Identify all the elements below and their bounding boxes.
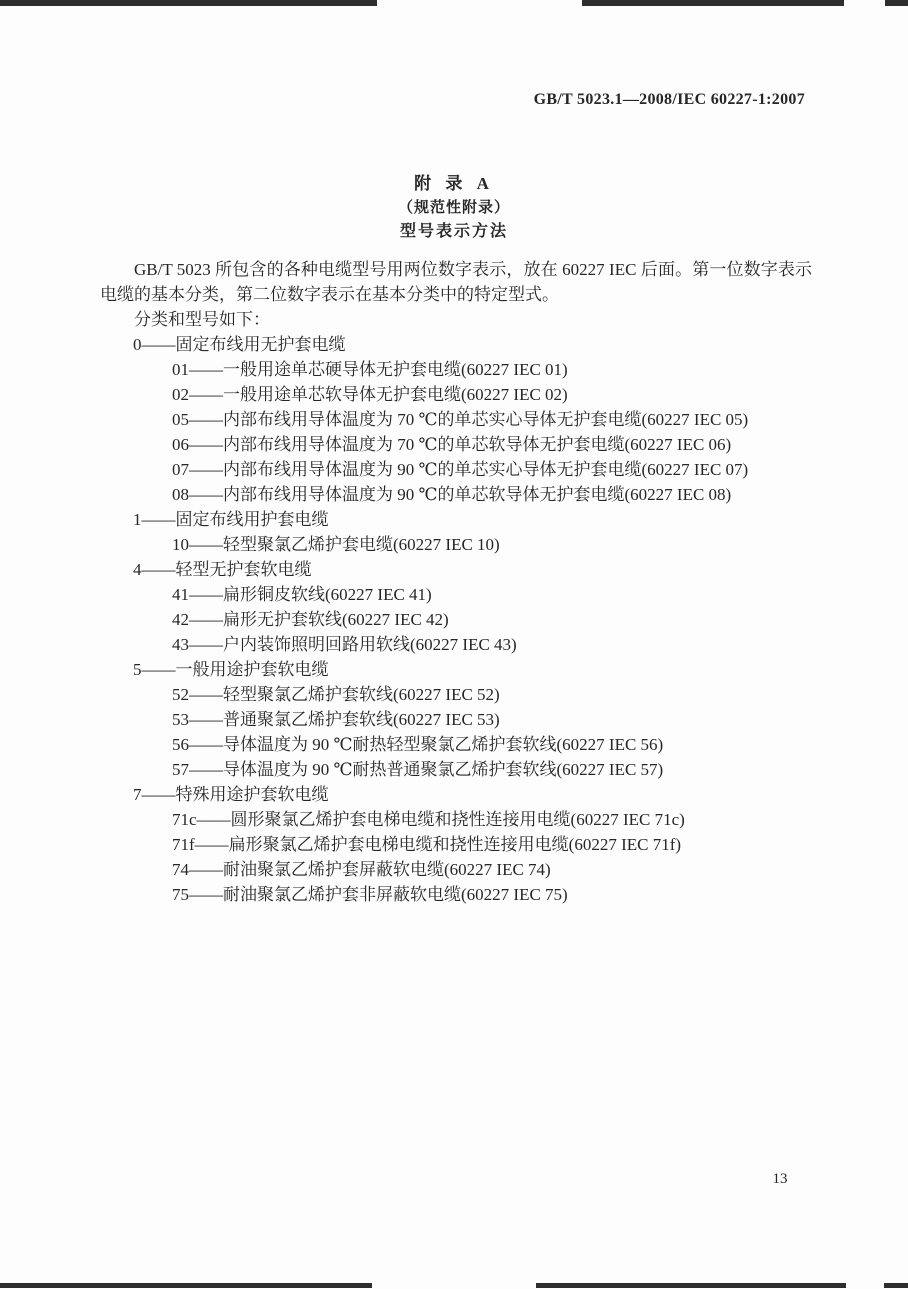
scan-artifact-bar-bottom-left [0, 1283, 372, 1288]
standard-number-header: GB/T 5023.1—2008/IEC 60227-1:2007 [533, 91, 805, 108]
classification-item: 57——导体温度为 90 ℃耐热普通聚氯乙烯护套软线(60227 IEC 57) [172, 760, 664, 779]
classification-group: 1——固定布线用护套电缆 [133, 510, 329, 529]
classification-item: 75——耐油聚氯乙烯护套非屏蔽软电缆(60227 IEC 75) [172, 885, 568, 904]
classification-item: 43——户内装饰照明回路用软线(60227 IEC 43) [172, 635, 517, 654]
appendix-title: 附 录 A [414, 174, 494, 193]
appendix-subtitle: （规范性附录） [397, 200, 510, 216]
classification-item: 01——一般用途单芯硬导体无护套电缆(60227 IEC 01) [172, 360, 568, 379]
classification-group: 7——特殊用途护套软电缆 [133, 785, 329, 804]
classification-group: 5——一般用途护套软电缆 [133, 660, 329, 679]
appendix-title-block [0, 171, 908, 244]
classification-item: 41——扁形铜皮软线(60227 IEC 41) [172, 585, 432, 604]
intro-paragraph: GB/T 5023 所包含的各种电缆型号用两位数字表示，放在 60227 IEC 后面。第一位数字表示电缆的基本分类，第二位数字表示在基本分类中的特定型式。 [100, 260, 812, 304]
page-number: 13 [772, 1171, 788, 1187]
classification-label: 分类和型号如下： [134, 310, 270, 329]
classification-group: 4——轻型无护套软电缆 [133, 560, 312, 579]
scan-artifact-bar-top-middle [582, 0, 844, 6]
classification-item: 53——普通聚氯乙烯护套软线(60227 IEC 53) [172, 710, 500, 729]
classification-group: 0——固定布线用无护套电缆 [133, 335, 346, 354]
scan-artifact-bar-top-right [885, 0, 908, 6]
classification-item: 74——耐油聚氯乙烯护套屏蔽软电缆(60227 IEC 74) [172, 860, 551, 879]
classification-item: 10——轻型聚氯乙烯护套电缆(60227 IEC 10) [172, 535, 500, 554]
classification-item: 71f——扁形聚氯乙烯护套电梯电缆和挠性连接用电缆(60227 IEC 71f) [172, 835, 682, 854]
classification-item: 05——内部布线用导体温度为 70 ℃的单芯实心导体无护套电缆(60227 IEC 05) [172, 410, 749, 429]
classification-item: 42——扁形无护套软线(60227 IEC 42) [172, 610, 449, 629]
scan-artifact-bar-bottom-middle [536, 1283, 846, 1288]
classification-item: 52——轻型聚氯乙烯护套软线(60227 IEC 52) [172, 685, 500, 704]
classification-item: 06——内部布线用导体温度为 70 ℃的单芯软导体无护套电缆(60227 IEC 06) [172, 435, 732, 454]
classification-item: 07——内部布线用导体温度为 90 ℃的单芯实心导体无护套电缆(60227 IEC 07) [172, 460, 749, 479]
classification-item: 02——一般用途单芯软导体无护套电缆(60227 IEC 02) [172, 385, 568, 404]
classification-item: 08——内部布线用导体温度为 90 ℃的单芯软导体无护套电缆(60227 IEC 08) [172, 485, 732, 504]
classification-item: 71c——圆形聚氯乙烯护套电梯电缆和挠性连接用电缆(60227 IEC 71c) [172, 810, 685, 829]
body-content [100, 257, 812, 907]
classification-item: 56——导体温度为 90 ℃耐热轻型聚氯乙烯护套软线(60227 IEC 56) [172, 735, 664, 754]
appendix-heading: 型号表示方法 [399, 223, 508, 240]
scan-artifact-bar-top-left [0, 0, 377, 6]
scan-artifact-bar-bottom-right [884, 1283, 908, 1288]
